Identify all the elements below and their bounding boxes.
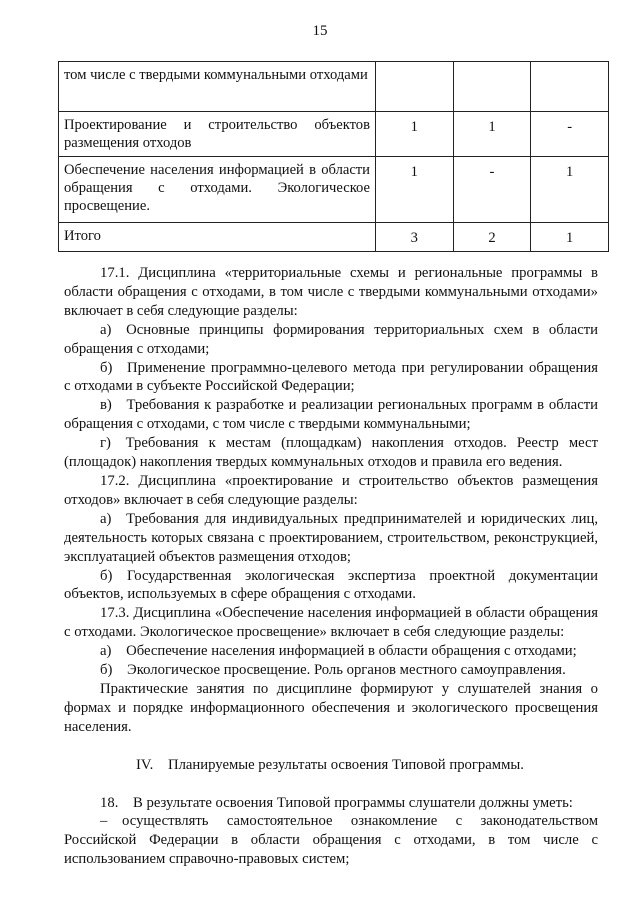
list-item: а) Основные принципы формирования территориальных схем в области обращения с отходами; <box>64 321 598 357</box>
table-cell: 1 <box>531 223 609 252</box>
practical-lessons-paragraph: Практические занятия по дисциплине формируют у слушателей знания о формах и порядке информационного обеспечения и экологического просвещения населения. <box>64 680 598 735</box>
table-cell <box>531 62 609 112</box>
table-cell-label: Итого <box>59 223 376 252</box>
list-item: а) Обеспечение населения информацией в области обращения с отходами; <box>100 643 577 660</box>
list-item: б) Государственная экологическая экспертиза проектной документации объектов, используемых в сфере обращения с отходами. <box>64 567 598 603</box>
page-number: 15 <box>312 23 328 39</box>
paragraph-18: 18. В результате освоения Типовой программы слушатели должны уметь: <box>100 794 573 811</box>
table-cell: 1 <box>376 157 454 223</box>
list-item: – осуществлять самостоятельное ознакомление с законодательством Российской Федерации в области обращения с отходами, в том числе с использованием справочно-правовых систем; <box>64 813 598 868</box>
table-cell: 1 <box>531 157 609 223</box>
table-row <box>59 112 609 157</box>
paragraph-17-2: 17.2. Дисциплина «проектирование и строительство объектов размещения отходов» включает в себя следующие разделы: <box>64 472 598 508</box>
paragraph-17-1: 17.1. Дисциплина «территориальные схемы и региональные программы в области обращения с отходами, в том числе с твердыми коммунальными отходами» включает в себя следующие разделы: <box>64 265 598 319</box>
section-heading: IV. Планируемые результаты освоения Типовой программы. <box>136 756 524 773</box>
table-row <box>59 157 609 223</box>
table-cell <box>453 62 531 112</box>
table-cell: 1 <box>453 112 531 157</box>
table-cell-label: Проектирование и строительство объектов размещения отходов <box>59 112 376 157</box>
table-cell: 3 <box>376 223 454 252</box>
body-text <box>64 264 598 869</box>
list-item: в) Требования к разработке и реализации региональных программ в области обращения с отходами, с том числе с твердыми коммунальными; <box>64 397 598 433</box>
list-item: а) Требования для индивидуальных предпринимателей и юридических лиц, деятельность которых связана с проектированием, строительством, реконструкцией, эксплуатацией объектов размещения отходов; <box>64 510 598 565</box>
list-item: б) Экологическое просвещение. Роль органов местного самоуправления. <box>100 662 566 679</box>
paragraph-17-3: 17.3. Дисциплина «Обеспечение населения информацией в области обращения с отходами. Экологическое просвещение» включает в себя следующие разделы: <box>64 605 598 641</box>
table-row <box>59 223 609 252</box>
table-cell-label: Обеспечение населения информацией в области обращения с отходами. Экологическое просвещение. <box>59 157 376 223</box>
list-item: б) Применение программно-целевого метода при регулировании обращения с отходами в субъекте Российской Федерации; <box>64 359 598 395</box>
table-cell: 1 <box>376 112 454 157</box>
disciplines-hours-table <box>58 61 609 252</box>
table-cell <box>376 62 454 112</box>
table-cell-label: том числе с твердыми коммунальными отходами <box>59 62 376 112</box>
table-row <box>59 62 609 112</box>
table-cell: 2 <box>453 223 531 252</box>
table-cell: - <box>531 112 609 157</box>
table-cell: - <box>453 157 531 223</box>
list-item: г) Требования к местам (площадкам) накопления отходов. Реестр мест (площадок) накопления твердых коммунальных отходов и правила его ведения. <box>64 435 598 471</box>
